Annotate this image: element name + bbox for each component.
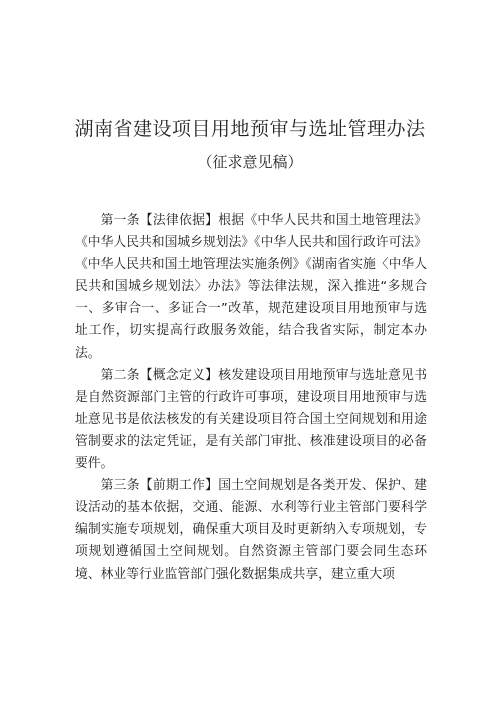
article-3-paragraph: 第三条【前期工作】国土空间规划是各类开发、保护、建设活动的基本依据，交通、能源、水利等行业主管部门要科学编制实施专项规划，确保重大项目及时更新纳入专项规划，专项规划遵循国土空间规划。自然资源主管部门要会同生态环境、林业等行业监管部门强化数据集成共享，建立重大项 xyxy=(75,478,427,582)
document-body xyxy=(75,210,427,586)
document-subtitle: （征求意见稿） xyxy=(197,153,303,171)
article-2-paragraph: 第二条【概念定义】核发建设项目用地预审与选址意见书是自然资源部门主管的行政许可事项，建设项目用地预审与选址意见书是依法核发的有关建设项目符合国土空间规划和用途管制要求的法定凭证，是有关部门审批、核准建设项目的必备要件。 xyxy=(75,367,427,472)
document-title: 湖南省建设项目用地预审与选址管理办法 xyxy=(74,118,426,140)
article-1-paragraph: 第一条【法律依据】根据《中华人民共和国土地管理法》《中华人民共和国城乡规划法》《中华人民共和国行政许可法》《中华人民共和国土地管理法实施条例》《湖南省实施〈中华人民共和国城乡规划法〉办法》等法律法规，深入推进“多规合一、多审合一、多证合一”改革，规范建设项目用地预审与选址工作，切实提高行政服务效能，结合我省实际，制定本办法。 xyxy=(75,213,427,361)
